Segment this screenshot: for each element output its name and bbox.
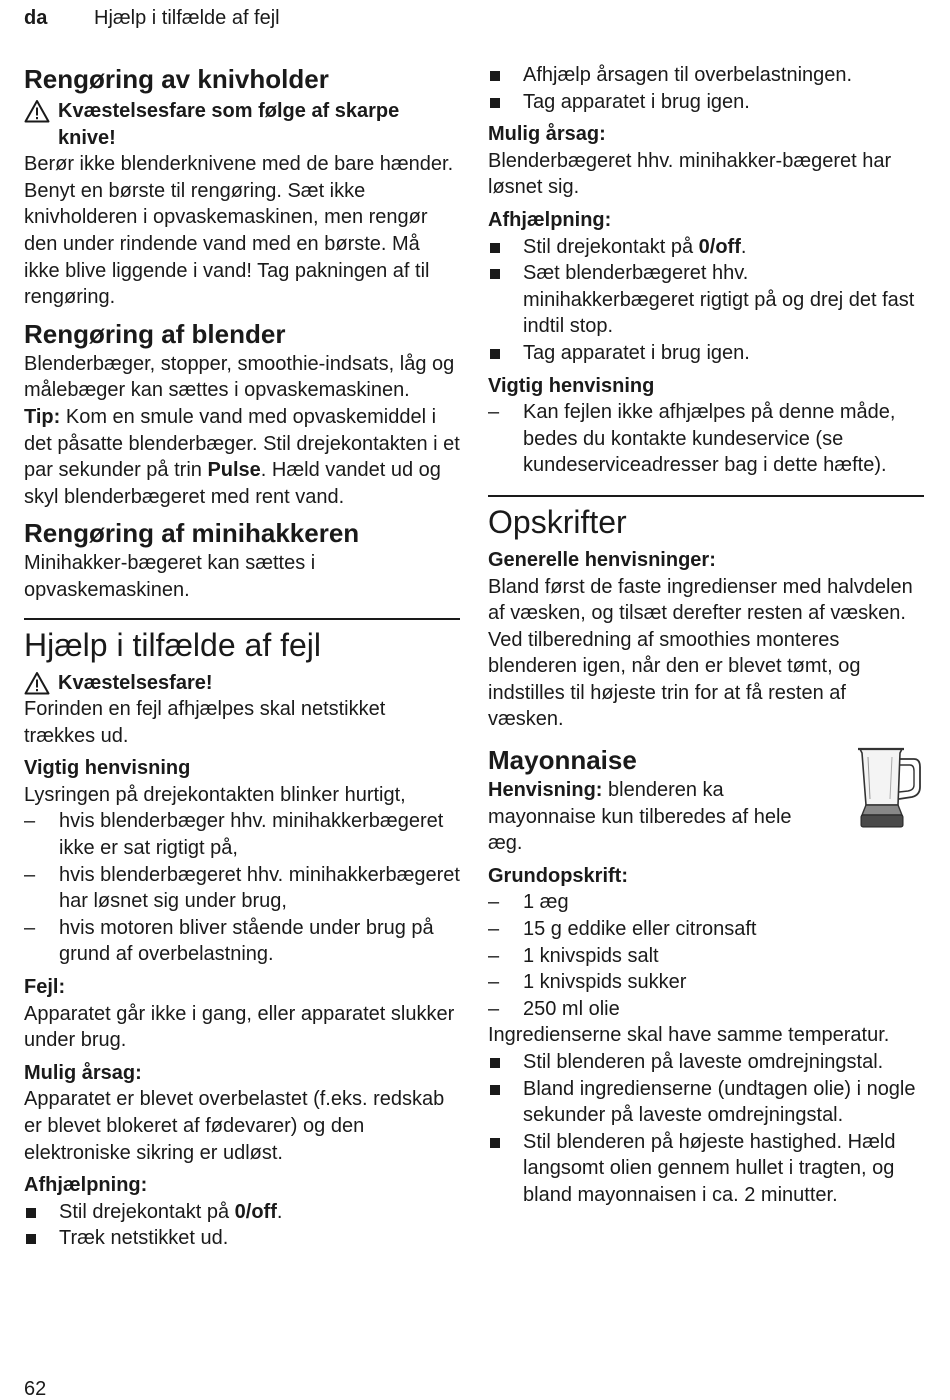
general-notes-text: Bland først de faste ingredienser med halvdelen af væsken, og tilsæt derefter resten af væsken. Ved tilberedning af smoothies monteres blenderen igen, når den er blevet tømt, og indstilles til højeste trin for at få resten af væsken. <box>488 575 913 731</box>
heading-recipes: Opskrifter <box>488 503 627 540</box>
language-code: da <box>24 7 48 29</box>
page-number: 62 <box>24 1378 47 1400</box>
header-title: Hjælp i tilfælde af fejl <box>94 7 280 29</box>
remedy-list <box>24 1199 460 1252</box>
list-item: – 1 æg <box>488 891 569 914</box>
heading-chopper-cleaning: Rengøring af minihakkeren <box>24 518 360 549</box>
remedy-list-2 <box>488 234 924 367</box>
cause-label-2: Mulig årsag: <box>488 123 606 146</box>
list-item: Afhjælp årsagen til overbelastningen. <box>488 62 924 89</box>
right-column <box>488 62 924 1209</box>
mayonnaise-section <box>488 743 924 857</box>
temperature-text: Ingredienserne skal have samme temperatur. <box>488 1024 890 1047</box>
blender-tip <box>24 404 460 510</box>
page-header <box>24 5 926 31</box>
tip-label: Tip: <box>24 405 61 428</box>
blender-cleaning-text: Blenderbæger, stopper, smoothie-indsats, låg og målebæger kan sættes i opvaskemaskinen. <box>24 352 455 402</box>
list-item: – hvis blenderbægeret hhv. minihakkerbægeret har løsnet sig under brug, <box>24 863 460 913</box>
tip-text-2: . Hæld vandet ud og skyl blenderbægeret med rent vand. <box>24 459 441 508</box>
list-item: – 1 knivspids sukker <box>488 971 687 994</box>
fault-label: Fejl: <box>24 976 66 999</box>
list-item: – 250 ml olie <box>488 997 620 1020</box>
steps-list <box>488 1049 924 1209</box>
list-item: Tag apparatet i brug igen. <box>488 340 924 367</box>
general-notes-label: Generelle henvisninger: <box>488 548 716 571</box>
fault-text: Apparatet går ikke i gang, eller apparatet slukker under brug. <box>24 1002 455 1052</box>
warning-knife-text: Kvæstelsesfare som følge af skarpe knive! <box>58 100 400 149</box>
list-item: Træk netstikket ud. <box>24 1225 460 1252</box>
left-column <box>24 62 460 1252</box>
list-item: – 15 g eddike eller citronsaft <box>488 918 757 941</box>
list-item: Stil blenderen på laveste omdrejningstal. <box>488 1049 924 1076</box>
important-note-label-2: Vigtig henvisning <box>488 374 655 397</box>
warning-triangle-icon <box>24 99 50 123</box>
heading-knife-cleaning: Rengøring av knivholder <box>24 64 329 94</box>
list-item: Tag apparatet i brug igen. <box>488 89 924 116</box>
list-item: – hvis motoren bliver stående under brug på grund af overbelastning. <box>24 916 434 966</box>
cause-text-2: Blenderbægeret hhv. minihakker-bægeret har løsnet sig. <box>488 149 892 199</box>
warning-injury <box>24 670 460 697</box>
ingredient-list <box>488 889 924 1022</box>
warning-knife <box>24 98 460 151</box>
note-list-2 <box>488 399 924 479</box>
remedy-label: Afhjælpning: <box>24 1174 148 1197</box>
mayonnaise-note: Henvisning: blenderen ka mayonnaise kun tilberedes af hele æg. <box>488 779 792 855</box>
cause-label: Mulig årsag: <box>24 1061 142 1084</box>
list-item: – hvis blenderbæger hhv. minihakkerbægeret ikke er sat rigtigt på, <box>24 810 444 860</box>
cause-text: Apparatet er blevet overbelastet (f.eks. redskab er blevet blokeret af fødevarer) og den elektroniske sikring er udløst. <box>24 1088 445 1164</box>
list-item: Stil drejekontakt på 0/off. <box>488 234 924 261</box>
tip-text-1: Kom en smule vand med opvaskemiddel i det påsatte blenderbæger. Stil drejekontakten i et par sekunder på trin <box>24 405 460 482</box>
list-item: – Kan fejlen ikke afhjælpes på denne måde, bedes du kontakte kundeservice (se kundeserviceadresser bag i dette hæfte). <box>488 401 896 477</box>
heading-blender-cleaning: Rengøring af blender <box>24 318 286 349</box>
list-item: Sæt blenderbægeret hhv. minihakkerbægeret rigtigt på og drej det fast indtil stop. <box>488 260 924 340</box>
list-item: Stil blenderen på højeste hastighed. Hæld langsomt olien gennem hullet i tragten, og bland mayonnaisen i ca. 2 minutter. <box>488 1129 924 1209</box>
warning-triangle-icon <box>24 671 50 695</box>
unplug-text: Forinden en fejl afhjælpes skal netstikket trækkes ud. <box>24 698 386 747</box>
section-divider <box>488 495 924 497</box>
blender-jug-icon <box>852 743 924 833</box>
list-item: Stil drejekontakt på 0/off. <box>24 1199 460 1226</box>
list-item: – 1 knivspids salt <box>488 944 659 967</box>
remedy-label-2: Afhjælpning: <box>488 208 612 231</box>
remedy-list-continued <box>488 62 924 115</box>
chopper-cleaning-text: Minihakker-bægeret kan sættes i opvaskemaskinen. <box>24 552 316 601</box>
note-list <box>24 808 460 968</box>
important-note-text: Lysringen på drejekontakten blinker hurtigt, <box>24 783 406 806</box>
knife-cleaning-text: Berør ikke blenderknivene med de bare hænder. Benyt en børste til rengøring. Sæt ikke knivholderen i opvaskemaskinen, men rengør den under rindende vand med en børste. Må ikke blive liggende i vand! Tag pakningen af til rengøring. <box>24 153 454 309</box>
heading-troubleshooting: Hjælp i tilfælde af fejl <box>24 626 321 663</box>
basic-recipe-label: Grundopskrift: <box>488 864 628 887</box>
section-divider <box>24 618 460 620</box>
important-note-label: Vigtig henvisning <box>24 757 191 780</box>
heading-mayonnaise: Mayonnaise <box>488 745 637 776</box>
tip-pulse: Pulse <box>207 459 261 482</box>
warning-injury-text: Kvæstelsesfare! <box>58 671 213 694</box>
list-item: Bland ingredienserne (undtagen olie) i nogle sekunder på laveste omdrejningstal. <box>488 1076 924 1129</box>
